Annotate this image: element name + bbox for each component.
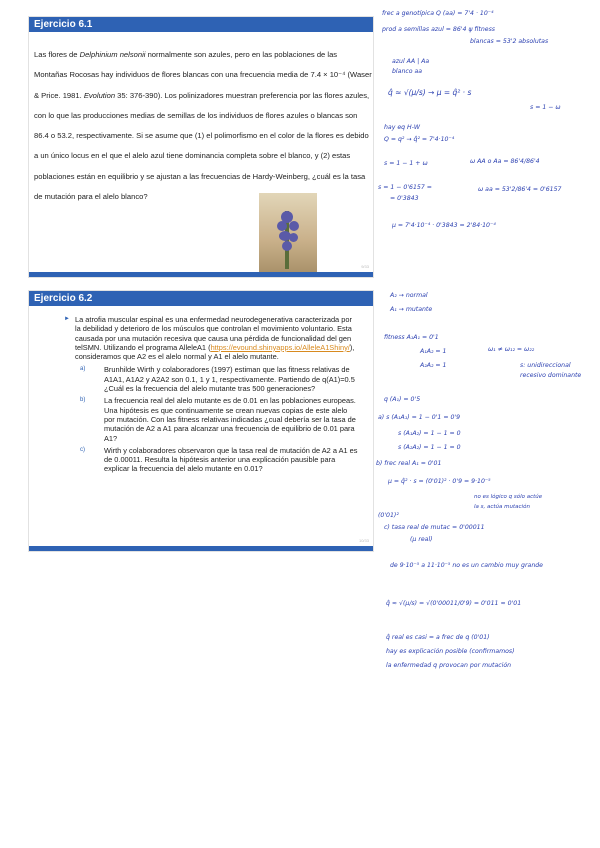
note-line: s (A₂A₂) = 1 − 1 = 0 (398, 444, 461, 451)
bullet-paragraph (64, 315, 359, 362)
body-text: 35: 376-390). Los polinizadores muestran preferencia por las flores azules, con lo que las producciones medias de semillas de los individuos de flores azules o blancas son 86.4 o 53.2, respectivamente. Si se asume que (1) el polimorfismo en el color de la flores es debido a un único locus en el que el alelo azul tiene dominancia completa sobre el blanco, y (2) estas poblaciones están en equilibrio y se ajustan a las frecuencias de Hardy-Weinberg, ¿cuál es la tasa de mutación para el alelo blanco? (34, 90, 370, 202)
question-item (69, 396, 359, 442)
item-text: Wirth y colaboradores observaron que la tasa real de mutación de A2 a A1 es de 0.00011. Resulta la hipótesis anterior una explicación pausible para explicar la frecuencia del alelo mutante en 0.01? (104, 445, 358, 474)
note-line: s (A₁A₂) = 1 − 1 = 0 (398, 430, 461, 437)
question-item (69, 446, 359, 474)
species-name: Delphinium nelsonii (79, 50, 146, 59)
note-line: Q = q² → q̂² = 7'4·10⁻⁴ (384, 136, 455, 143)
slide-title: Ejercicio 6.1 (29, 17, 373, 32)
note-line: azul AA | Aa (392, 58, 430, 65)
page-number: 9/33 (361, 264, 369, 269)
flower-photo (259, 193, 317, 273)
body-text: normalmente son azules, pero en las poblaciones de las Montañas Rocosas hay individuos de flores blancas con una frecuencia media de 7.4 × 10⁻⁴ (Waser & Price. 1981. (34, 50, 372, 100)
note-line: q̂ ≈ √(μ/s) → μ = q̂² · s (388, 88, 472, 97)
note-line: A₂A₂ = 1 (420, 362, 447, 369)
note-line: de 9·10⁻⁵ a 11·10⁻⁵ no es un cambio muy grande (390, 562, 543, 569)
note-line: la s, actúa mutación (474, 504, 530, 510)
note-line: q̂ ≈ √(μ/s) = √(0'00011/0'9) = 0'011 ≈ 0'01 (386, 600, 522, 607)
note-line: a) s (A₁A₁) = 1 − 0'1 = 0'9 (378, 414, 461, 421)
note-line: (μ real) (410, 536, 433, 543)
note-line: c) tasa real de mutac = 0'00011 (384, 524, 485, 531)
note-line: = 0'3843 (390, 195, 419, 202)
bullet-icon: ► (64, 316, 70, 322)
note-line: blanco aa (392, 68, 423, 75)
note-line: s: unidireccional (520, 362, 571, 369)
item-text: Brunhilde Wirth y colaboradores (1997) estiman que las fitness relativas de A1A1, A1A2 y A2A2 son 0.1, 1 y 1, respectivamente. Partiendo de q(A1)=0.5 ¿Cuál es la frecuencia del alelo mutante tras 500 generaciones? (104, 365, 355, 394)
note-line: ω AA o Aa = 86'4/86'4 (470, 158, 540, 165)
note-line: la enfermedad q provocan por mutación (386, 662, 512, 669)
body-text: La atrofia muscular espinal es una enfermedad neurodegenerativa caracterizada por la debilidad y deterioro de los músculos que controlan el movimiento voluntario. Esta causada por una mutación recesiva que causa una pérdida de funcionalidad del gen telSMN. Utilizando el programa AlleleA1 ( (75, 315, 352, 352)
slide-body (64, 315, 359, 474)
body-text: Las flores de (34, 50, 80, 59)
item-label: c) (80, 446, 85, 453)
page-number: 10/33 (358, 538, 369, 543)
item-label: b) (80, 397, 86, 404)
note-line: recesivo dominante (520, 372, 582, 379)
item-text: La frecuencia real del alelo mutante es de 0.01 en las poblaciones europeas. Una hipótesis es que continuamente se crean nuevas copias de este alelo por mutación. Con las fitness relativas indicadas ¿cual debería ser la tasa de mutación de A2 a A1 para alcanzar una frecuencia de equilibrio de 0.01 para A1? (104, 396, 356, 443)
note-line: blancas = 53'2 absolutas (470, 38, 549, 45)
note-line: s = 1 − ω (530, 104, 561, 111)
note-line: (0'01)² (378, 512, 399, 519)
note-line: hay eq H-W (384, 124, 420, 131)
slide-title: Ejercicio 6.2 (29, 291, 373, 306)
note-line: s = 1 − 1 + ω (384, 160, 428, 167)
note-line: hay es explicación posible (confirmamos) (386, 648, 515, 655)
note-line: s = 1 − 0'6157 = (378, 184, 432, 191)
note-line: no es lógico q sólo actúe (474, 494, 543, 500)
note-line: b) frec real A₁ = 0'01 (376, 460, 442, 467)
note-line: q̂ real es casi = a frec de q (0'01) (386, 634, 490, 641)
allelea1-link[interactable]: https://evound.shinyapps.io/AlleleA1Shiny/ (210, 342, 350, 352)
question-item (69, 365, 359, 393)
note-line: A₂ → normal (390, 292, 428, 299)
note-line: ω₁ ≠ ω₁₂ = ω₂₂ (488, 346, 535, 353)
note-line: A₁A₂ = 1 (420, 348, 447, 355)
note-line: μ = 7'4·10⁻⁴ · 0'3843 = 2'84·10⁻⁴ (392, 222, 496, 229)
note-line: q (A₁) = 0'5 (384, 396, 421, 403)
note-line: A₁ → mutante (390, 306, 433, 313)
footer-bar (29, 546, 373, 551)
note-line: ω aa = 53'2/86'4 = 0'6157 (478, 186, 562, 193)
note-line: prod a semillas azul = 86'4 ψ fitness (382, 26, 496, 33)
body-text: ), consideramos que A2 es el alelo normal y A1 el alelo mutante. (75, 342, 355, 362)
journal-name: Evolution (83, 90, 116, 100)
slide-body (34, 45, 372, 207)
slide-ejercicio-6-1 (28, 16, 374, 278)
footer-bar (29, 272, 373, 277)
slide-ejercicio-6-2 (28, 290, 374, 552)
note-line: frec a genotípica Q (aa) = 7'4 · 10⁻⁴ (382, 10, 494, 17)
item-label: a) (80, 366, 86, 373)
note-line: μ = q̂² · s = (0'01)² · 0'9 = 9·10⁻⁵ (388, 478, 491, 485)
note-line: fitness A₁A₁ = 0'1 (384, 334, 439, 341)
handwritten-notes (370, 0, 600, 848)
